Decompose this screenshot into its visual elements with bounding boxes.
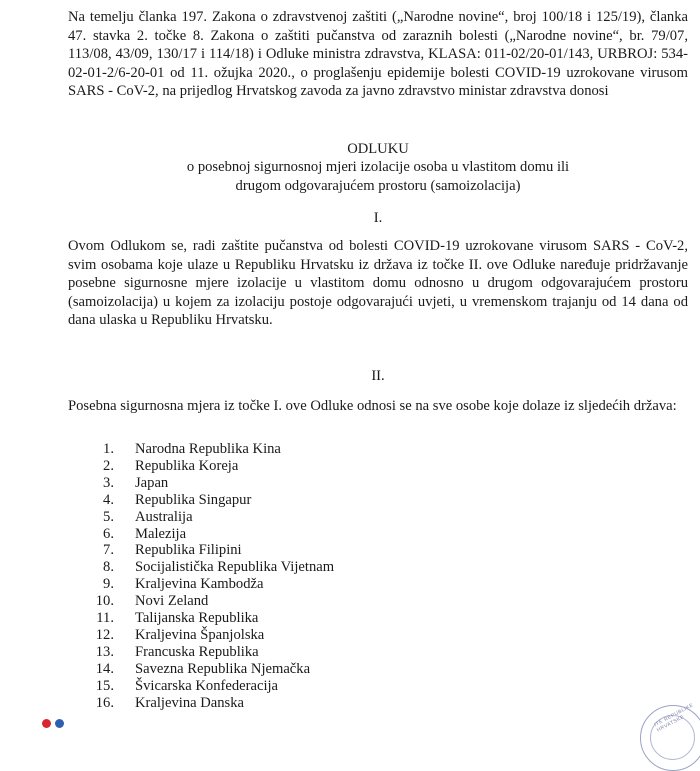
country-number: 7. bbox=[103, 542, 114, 559]
country-list-item bbox=[68, 475, 568, 492]
decorative-dots bbox=[42, 719, 64, 728]
document-title: ODLUKU bbox=[347, 141, 409, 157]
country-name: Australija bbox=[135, 508, 193, 525]
section-1-text: Ovom Odlukom se, radi zaštite pučanstva od bolesti COVID-19 uzrokovane virusom SARS - CoV-2, svim osobama koje ulaze u Republiku Hrvatsku iz država iz točke II. ove Odluke naređuje pridržavanje posebne sigurnosne mjere izolacije u vlastitom domu odnosno u drugom odgovarajućem prostoru (samoizolacija) u kojem za izolaciju postoje odgovarajući uvjeti, u vremenskom trajanju od 14 dana od dana ulaska u Republiku Hrvatsku. bbox=[68, 238, 688, 328]
country-list-item bbox=[68, 610, 568, 627]
country-list-item bbox=[68, 661, 568, 678]
country-name: Talijanska Republika bbox=[135, 610, 259, 627]
country-name: Savezna Republika Njemačka bbox=[135, 660, 311, 677]
country-list-item bbox=[68, 644, 568, 661]
country-number: 3. bbox=[103, 474, 114, 491]
country-name: Republika Koreja bbox=[135, 457, 239, 474]
country-number: 6. bbox=[103, 525, 114, 542]
country-name: Kraljevina Španjolska bbox=[135, 626, 265, 643]
country-number: 11. bbox=[96, 610, 114, 627]
country-name: Novi Zeland bbox=[135, 593, 209, 610]
country-number: 2. bbox=[103, 457, 114, 474]
country-list bbox=[68, 441, 568, 712]
country-number: 14. bbox=[95, 660, 114, 677]
country-name: Malezija bbox=[135, 525, 187, 542]
country-number: 10. bbox=[95, 593, 114, 610]
country-list-item bbox=[68, 458, 568, 475]
country-number: 15. bbox=[95, 677, 114, 694]
country-list-item bbox=[68, 441, 568, 458]
country-number: 13. bbox=[95, 643, 114, 660]
country-list-item bbox=[68, 695, 568, 712]
official-stamp bbox=[640, 702, 700, 771]
section-2-heading: II. bbox=[371, 368, 385, 384]
country-list-item bbox=[68, 542, 568, 559]
country-name: Republika Filipini bbox=[135, 542, 242, 559]
blue-dot-icon bbox=[55, 719, 64, 728]
country-list-item bbox=[68, 492, 568, 509]
country-list-item bbox=[68, 509, 568, 526]
country-list-item bbox=[68, 678, 568, 695]
section-1-heading: I. bbox=[373, 210, 383, 226]
country-name: Republika Singapur bbox=[135, 491, 252, 508]
country-number: 4. bbox=[103, 491, 114, 508]
country-list-item bbox=[68, 593, 568, 610]
red-dot-icon bbox=[42, 719, 51, 728]
country-list-item bbox=[68, 576, 568, 593]
country-list-item bbox=[68, 526, 568, 543]
preamble-paragraph: Na temelju članka 197. Zakona o zdravstvenoj zaštiti („Narodne novine“, broj 100/18 i 125/19), članka 47. stavka 2. točke 8. Zakona o zaštiti pučanstva od zaraznih bolesti („Narodne novine“, br. 79/07, 113/08, 43/09, 130/17 i 114/18) i Odluke ministra zdravstva, KLASA: 011-02/20-01/143, URBROJ: 534-02-01-2/6-20-01 od 11. ožujka 2020., o proglašenju epidemije bolesti COVID-19 uzrokovane virusom SARS - CoV-2, na prijedlog Hrvatskog zavoda za javno zdravstvo ministar zdravstva donosi bbox=[68, 9, 688, 99]
country-name: Socijalistička Republika Vijetnam bbox=[135, 559, 335, 576]
country-name: Kraljevina Kambodža bbox=[135, 576, 264, 593]
document-subtitle bbox=[68, 158, 688, 195]
country-name: Švicarska Konfederacija bbox=[135, 677, 279, 694]
country-number: 9. bbox=[103, 576, 114, 593]
stamp-text: ITE REPUBLIKE HRVATSKE bbox=[653, 702, 695, 734]
subtitle-line-2: drugom odgovarajućem prostoru (samoizolacija) bbox=[235, 177, 521, 194]
country-number: 16. bbox=[95, 694, 114, 711]
country-name: Japan bbox=[135, 474, 169, 491]
country-name: Kraljevina Danska bbox=[135, 694, 245, 711]
country-number: 8. bbox=[103, 559, 114, 576]
country-number: 1. bbox=[103, 441, 114, 457]
country-name: Francuska Republika bbox=[135, 643, 259, 660]
country-list-item bbox=[68, 627, 568, 644]
country-name: Narodna Republika Kina bbox=[135, 441, 281, 457]
country-number: 5. bbox=[103, 508, 114, 525]
section-2-text: Posebna sigurnosna mjera iz točke I. ove Odluke odnosi se na sve osobe koje dolaze iz sljedećih država: bbox=[68, 398, 677, 414]
subtitle-line-1: o posebnoj sigurnosnoj mjeri izolacije osoba u vlastitom domu ili bbox=[186, 159, 570, 175]
country-number: 12. bbox=[95, 626, 114, 643]
country-list-item bbox=[68, 559, 568, 576]
